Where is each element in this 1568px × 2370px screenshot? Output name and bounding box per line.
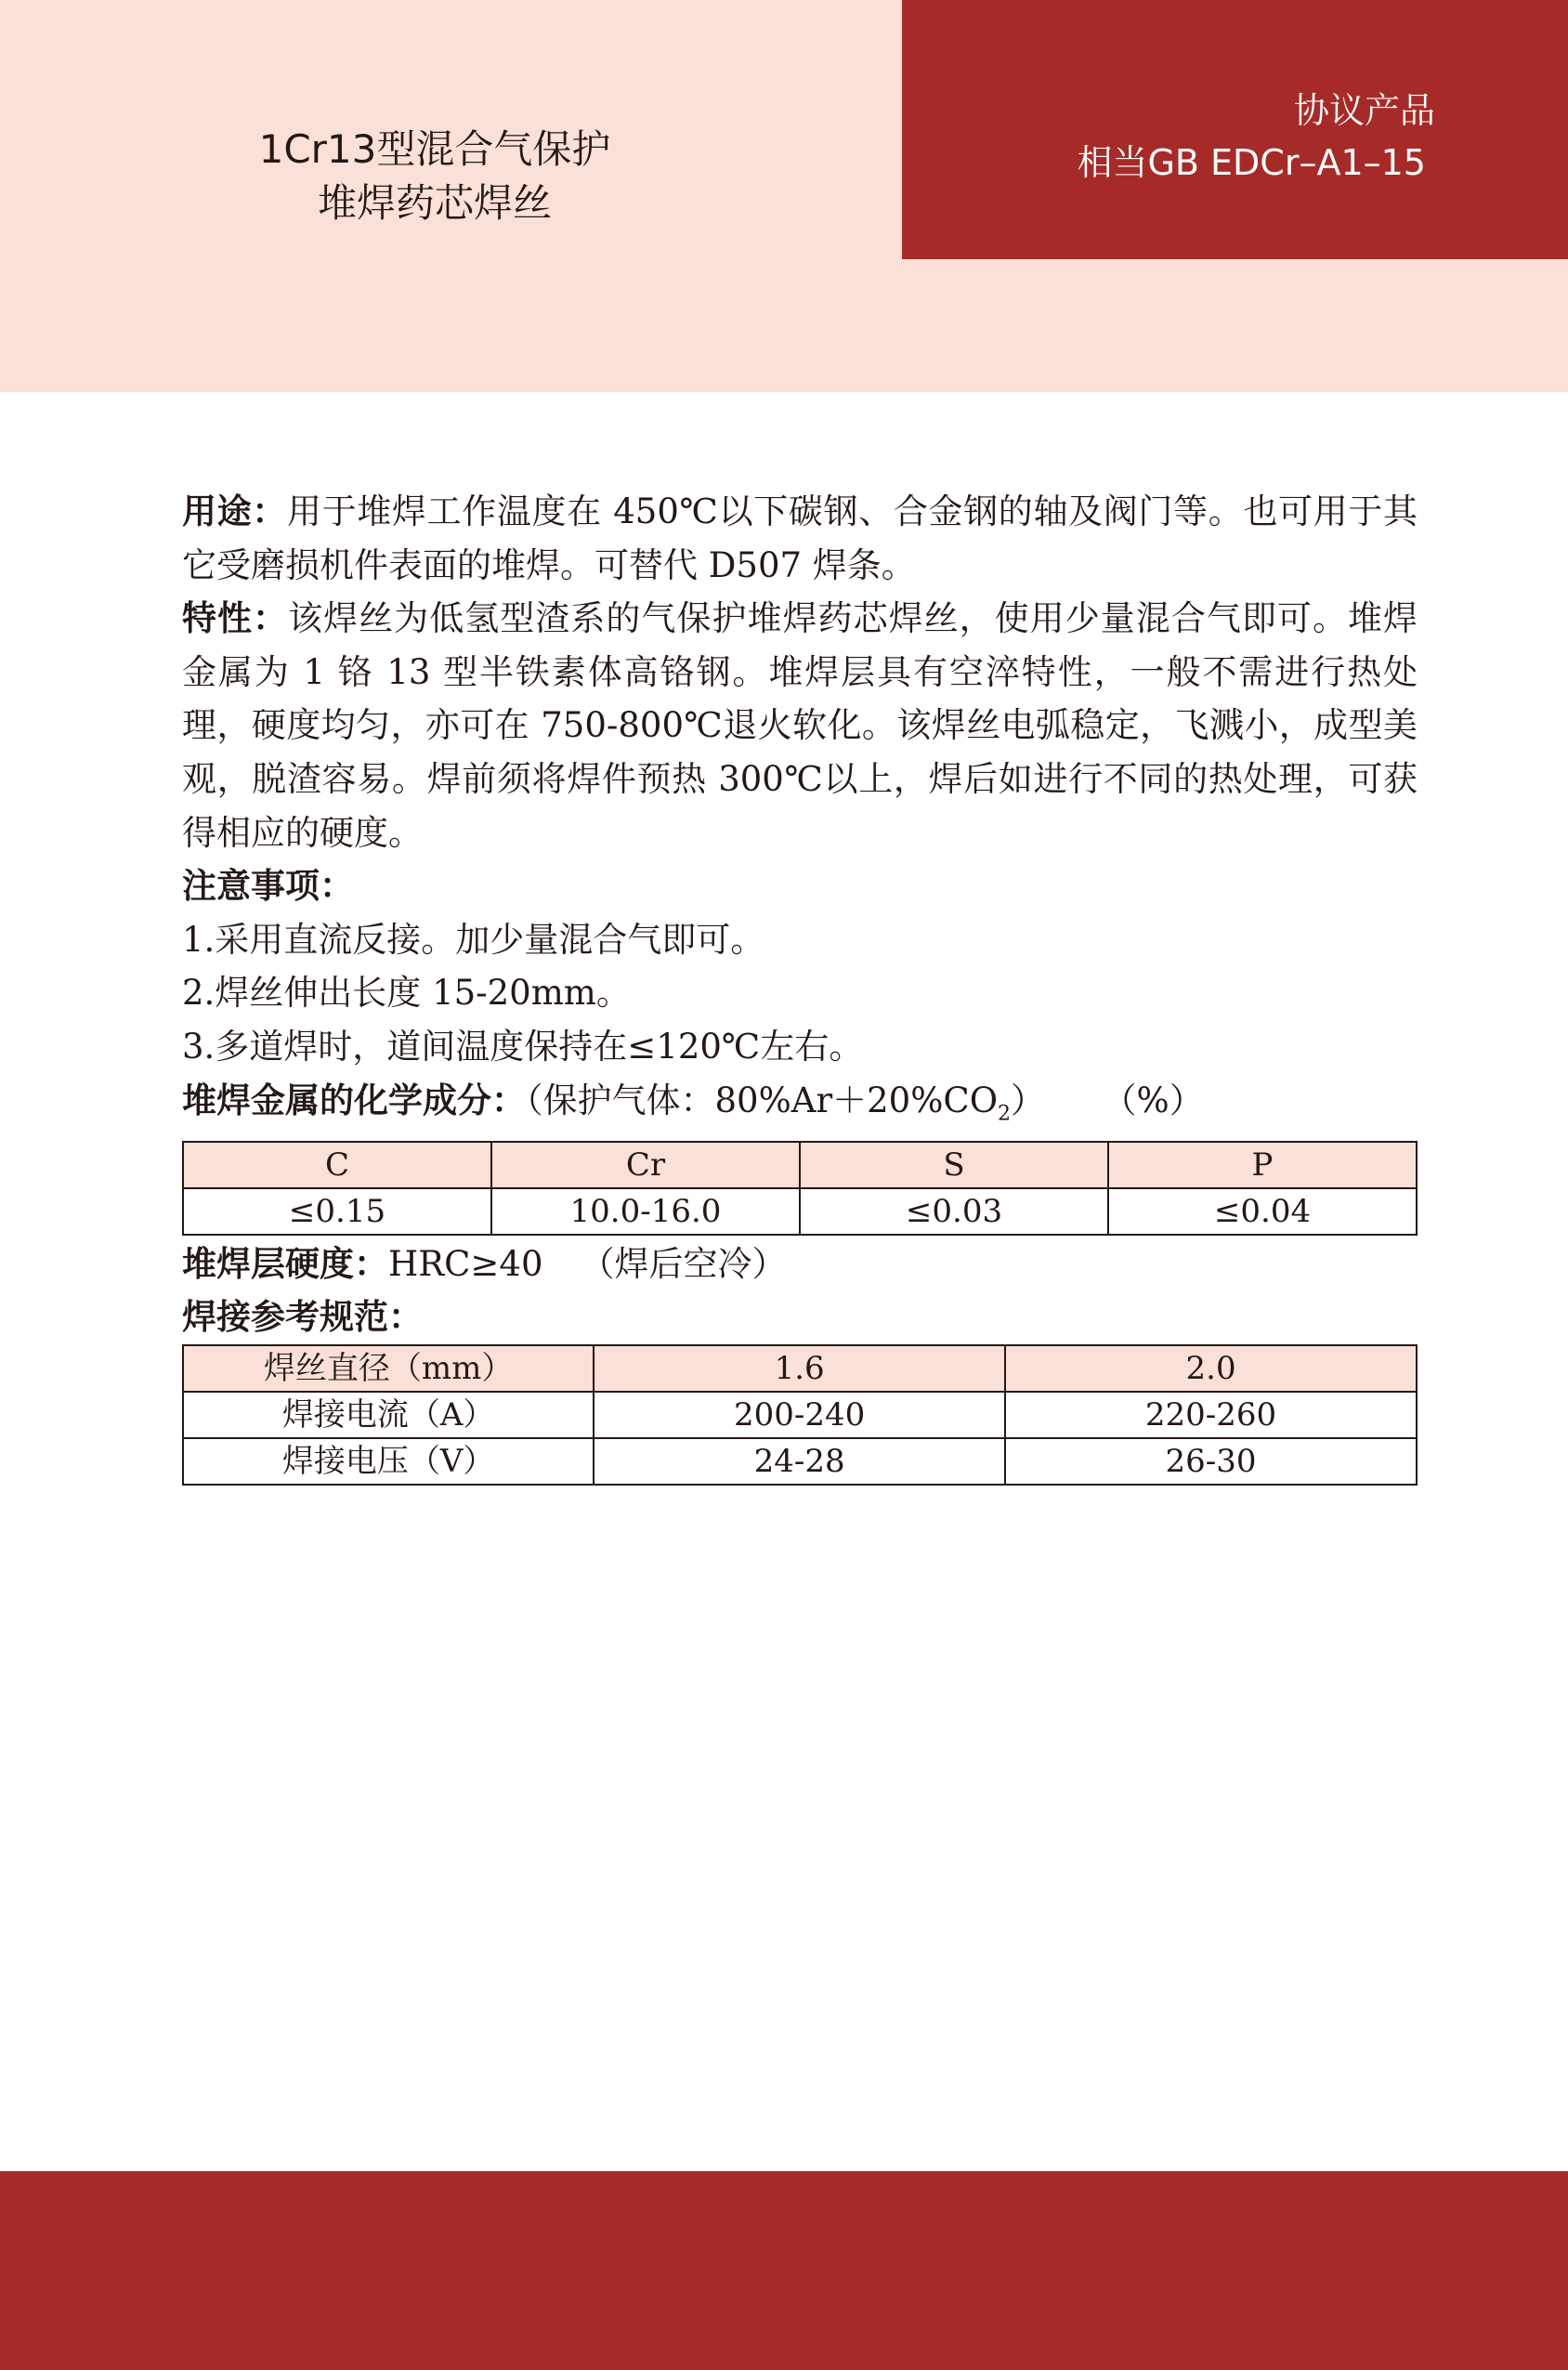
product-title [0,123,869,230]
spec-content [182,485,1418,1486]
usage-paragraph [182,485,1418,592]
table-cell: 焊接电流（A） [183,1392,594,1438]
table-cell: 焊接电压（V） [183,1438,594,1485]
table-cell: 10.0-16.0 [491,1188,800,1235]
table-header-row [183,1345,1417,1392]
hardness-value: HRC≥40 [388,1243,543,1284]
table-row [183,1188,1417,1235]
notes-label: 注意事项： [182,866,354,907]
hardness-line [182,1237,1418,1291]
table-header-cell: Cr [491,1142,800,1188]
usage-text: 用于堆焊工作温度在 450℃以下碳钢、合金钢的轴及阀门等。也可用于其它受磨损机件表面的堆焊。可替代 D507 焊条。 [182,491,1418,585]
chemistry-label: 堆焊金属的化学成分： [182,1080,526,1120]
welding-table [182,1344,1418,1486]
note-item: 3.多道焊时，道间温度保持在≤120℃左右。 [182,1026,864,1067]
product-tag-box [902,0,1568,259]
note-item: 1.采用直流反接。加少量混合气即可。 [182,919,765,960]
properties-paragraph [182,592,1418,859]
table-cell: 220-260 [1005,1392,1417,1438]
table-header-cell: S [800,1142,1108,1188]
agreement-product-label: 协议产品 [1293,90,1435,131]
table-cell: ≤0.15 [183,1188,491,1235]
product-title-line2: 堆焊药芯焊丝 [317,180,552,226]
footer-band [0,2171,1568,2370]
table-header-cell: 1.6 [594,1345,1005,1392]
shielding-gas-text: （保护气体：80%Ar＋20%CO [526,1080,999,1120]
table-header-cell: 2.0 [1005,1345,1417,1392]
table-row [183,1438,1417,1485]
chemistry-table [182,1141,1418,1236]
co2-subscript: 2 [998,1101,1012,1125]
table-row [183,1392,1417,1438]
hardness-label: 堆焊层硬度： [182,1243,388,1284]
table-cell: 200-240 [594,1392,1005,1438]
notes-heading [182,859,1418,913]
chemistry-unit: （%） [1119,1080,1204,1120]
properties-label: 特性： [182,598,289,639]
table-header-row [183,1142,1417,1188]
usage-label: 用途： [182,491,287,531]
welding-label: 焊接参考规范： [182,1297,423,1338]
note-item: 2.焊丝伸出长度 15-20mm。 [182,973,631,1014]
table-cell: 24-28 [594,1438,1005,1485]
table-header-cell: C [183,1142,491,1188]
chemistry-heading [182,1074,1418,1141]
table-cell: 26-30 [1005,1438,1417,1485]
table-cell: ≤0.03 [800,1188,1108,1235]
shielding-gas-close: ） [1011,1080,1046,1120]
table-cell: ≤0.04 [1108,1188,1417,1235]
hardness-note: （焊后空冷） [580,1243,787,1284]
welding-heading [182,1290,1418,1344]
properties-text: 该焊丝为低氢型渣系的气保护堆焊药芯焊丝，使用少量混合气即可。堆焊金属为 1 铬 13 型半铁素体高铬钢。堆焊层具有空淬特性，一般不需进行热处理，硬度均匀，亦可在 750-800℃退火软化。该焊丝电弧稳定，飞溅小，成型美观，脱渣容易。焊前须将焊件预热 300℃以上，焊后如进行不同的热处理，可获得相应的硬度。 [182,598,1418,853]
gb-equivalent-label: 相当GB EDCr–A1–15 [1077,142,1426,183]
product-title-line1: 1Cr13型混合气保护 [258,126,611,172]
table-header-cell: 焊丝直径（mm） [183,1345,594,1392]
table-header-cell: P [1108,1142,1417,1188]
